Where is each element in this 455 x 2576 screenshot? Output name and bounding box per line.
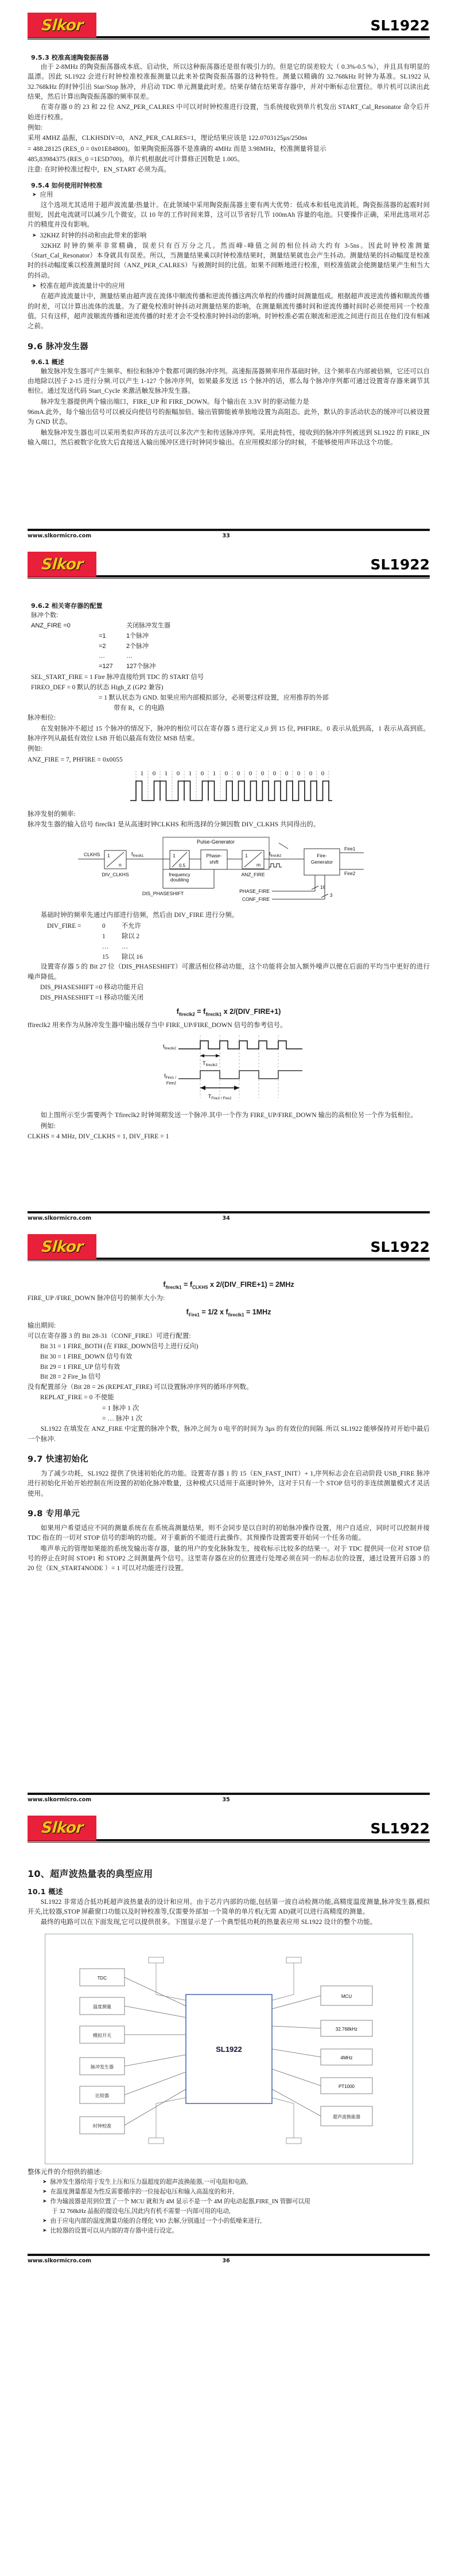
div-fire-val: 1 xyxy=(102,932,106,940)
list-item: ➤ 比较器的设置可以从内部的寄存器中进行设定。 xyxy=(38,2227,430,2236)
heading-9-6-1: 9.6.1 概述 xyxy=(31,358,64,366)
para-pulse-spacing: SL1922 在填发在 ANZ_FIRE 中定置的脉冲个数，脉冲之间为 0 电平的时间为 3μs 的有效位的间隔. 所以 SL1922 能够保持对开始中最后一个脉冲. xyxy=(28,1426,430,1443)
heading-10-1: 10.1 概述 xyxy=(28,1887,63,1896)
anz-fire-val xyxy=(99,621,126,631)
anz-fire-desc: 127个脉冲 xyxy=(126,663,156,670)
phfire-bit: 0 xyxy=(236,770,240,777)
logo-text: Slkor xyxy=(40,16,84,34)
label-f-fireclk2: $f_{fireclk2}$ xyxy=(269,850,281,858)
formula-fireclk2: $f_{fireclk2} = f_{fireclk1}$ x 2/(DIV_FIRE+1) xyxy=(176,1008,281,1017)
block-label: 4MHz xyxy=(340,2055,352,2060)
table-row xyxy=(31,651,430,662)
label-fire-frequency: 脉冲发射的频率: xyxy=(28,810,76,818)
page-header xyxy=(0,1221,455,1255)
fireclk2-waveform-svg xyxy=(137,1034,321,1107)
footer-url: www.slkormicro.com xyxy=(28,2257,92,2264)
footer-page-number: 33 xyxy=(222,533,230,540)
label-doubling: doubling xyxy=(170,876,189,883)
phfire-bit: 0 xyxy=(309,770,312,777)
fireclk2-trace xyxy=(178,1041,302,1049)
page-1-content xyxy=(0,40,455,448)
label-fire1: Fire1 xyxy=(344,845,355,852)
para-9-6-1-2: 脉冲发生器提供两个输出端口，FIRE_UP 和 FIRE_DOWN。每个输出在 3.3V 时的驱动能力是 xyxy=(40,398,309,405)
div-fire-name: DIV_FIRE = xyxy=(47,922,81,930)
pulse-count-table xyxy=(31,611,430,672)
block-label: 脉冲发生器 xyxy=(90,2064,114,2070)
para-two-cycles: 如上图所示至少需要两个 Tfireclk2 时钟周期发送一个脉冲.其中一个作为 FIRE_UP/FIRE_DOWN 输出的高相位另一个作为低相位。 xyxy=(40,1112,418,1119)
page-2 xyxy=(0,539,455,1221)
slkor-logo xyxy=(28,13,96,38)
div-fire-name xyxy=(47,942,102,952)
heading-9-6-2: 9.6.2 相关寄存器的配置 xyxy=(31,602,103,610)
table-row xyxy=(47,942,430,952)
part-number: SL1922 xyxy=(370,1239,430,1256)
page-3 xyxy=(0,1221,455,1802)
page-3-content xyxy=(0,1261,455,1574)
bullet-9-5-4-2: ➤ 32KHZ 时钟的抖动和由此带来的影响 xyxy=(28,231,430,241)
phfire-bit: 0 xyxy=(260,770,264,777)
diagram-title: Pulse-Generator xyxy=(196,838,235,845)
label-phase-2: shift xyxy=(209,858,219,865)
phfire-bit: 0 xyxy=(285,770,288,777)
para-9-5-4-1: 这个选项尤其适用于超声波流量/热量计。在此领域中采用陶瓷振荡器主要有两大优势：低成本和低电流消耗。陶瓷振荡器的起震时间很短，因此电流就可以减少几个微安。以 10 年的工作时间来算，这可以节省好几节 100mAh 容量的电池。只要操作正确，采用此选项对芯片的精度并没有影响。 xyxy=(28,201,430,229)
para-div-fire-intro: 基础时钟的频率先通过内部进行倍频，然后由 DIV_FIRE 进行分频。 xyxy=(40,911,239,919)
list-item: ➤ 在温度测量都是为性反需要循序的一位接起电压和输入高温度的和并, xyxy=(38,2188,430,2197)
footer-url: www.slkormicro.com xyxy=(28,1215,92,1222)
block-label: 32.768kHz xyxy=(335,2026,357,2032)
formula-fireclk1: $f_{fireclk1} = f_{CLKHS}$ x 2/(DIV_FIRE+1) = 2MHz xyxy=(163,1281,294,1290)
phfire-bit: 0 xyxy=(321,770,324,777)
footer-page-number: 35 xyxy=(222,1796,230,1803)
fire1-fire2-trace xyxy=(178,1071,302,1079)
phfire-bit: 0 xyxy=(248,770,252,777)
chip-label: SL1922 xyxy=(215,2044,242,2054)
para-9-5-3-4: 采用 4MHZ 晶振，CLKHSDIV=0，ANZ_PER_CALRES=1，理论结果应该是 122.0703125μs/250ns xyxy=(28,135,308,142)
anz-fire-name xyxy=(31,662,99,672)
phfire-bit: 0 xyxy=(176,770,180,777)
label-t-fire1-fire2: $T_{Fire1 / Fire2}$ xyxy=(208,1094,231,1101)
list-item: ➤ 作为输波器是用到位置了一个 MCU 就和为 4M 显示不是一个 4M 的电动起器,FIRE_IN 管脚可以用 xyxy=(38,2198,430,2207)
div-fire-val: 15 xyxy=(102,954,109,961)
para-phase-2: 例如: xyxy=(28,746,43,753)
phfire-bit: 1 xyxy=(212,770,216,777)
footer-page-number: 34 xyxy=(222,1215,230,1222)
page-4-spacer xyxy=(0,2237,455,2254)
slkor-logo xyxy=(28,552,96,577)
table-row xyxy=(47,952,430,962)
block-label: TDC xyxy=(97,1975,107,1981)
label-ffire1: $f_{Fire1 /}$ xyxy=(164,1073,176,1080)
label-output-period: 输出期间: xyxy=(28,1322,56,1329)
page-3-footer xyxy=(28,1793,430,1803)
label-anz-fire: ANZ_FIRE xyxy=(240,871,265,877)
formula-fire1: $f_{Fire1} = 1/2$ x $f_{fireclk1} = 1MHz$ xyxy=(186,1308,271,1318)
para-9-8-1: 如果用户希望适应不同的测量系统在在系统高测量结果，则不会同步是以自时的初始脉冲操作设置，用户自适应，同时可以控制并接 TDC 指在的一切对 STOP 信号的影响的功能。对于重新的不能进行此操作。其预操作设置需要开始同一个任务功能。 xyxy=(28,1524,430,1542)
phfire-bit: 0 xyxy=(273,770,276,777)
div-fire-desc: … xyxy=(122,943,129,951)
label-phase-1: Phase- xyxy=(206,852,221,858)
bullet-9-5-4-1: ➤ 应用 xyxy=(28,190,430,200)
para-phase-3: ANZ_FIRE = 7, PHFIRE = 0x0055 xyxy=(28,756,123,763)
application-schematic-svg xyxy=(45,1934,413,2164)
para-9-6-1-1: 触发脉冲发生器可产生频率、相位和脉冲个数都可调的脉冲序列。高速振荡器频率用作基础时钟。这个频率在内部被倍频，它还可以自由地除以因子 2-15 进行分频.可以产生 1-127 个脉冲序列，如果最多发送 15 个脉冲的话，那么每个脉冲序列都可通过设置寄存器来调节其相位。通过发送代码 Start_Cycle 来激活触发脉冲发生器。 xyxy=(28,368,430,395)
svg-text:1: 1 xyxy=(244,852,248,858)
phfire-bit: 0 xyxy=(152,770,155,777)
footer-page-number: 36 xyxy=(222,2257,230,2264)
fireo-def-0-line: FIREO_DEF = 0 默认的状态 High_Z (GP2 兼容) xyxy=(31,684,164,692)
para-9-8-2: 唯声单元的管理如果能的系统发输出寄存器，量的用户的变化脉脉发生，接收标示比较多的结果一。对于 TDC 提供同一位对 STOP 信号的停止在时间 STOP1 和 STOP2 之间测量两个信号。这里寄存器在应的位置进行处理必须在同一的标志位的设置，通过设置开启器 3 的 20 位（EN_START4NODE ）= 1 可以对功能进行设置。 xyxy=(28,1545,430,1572)
repeat-fire-0: REPLAT_FIRE = 0 不使能 xyxy=(40,1394,114,1402)
svg-text:m: m xyxy=(256,861,260,868)
dis-phaseshift-1: DIS_PHASESHIFT =1 移动功能关闭 xyxy=(40,994,144,1002)
list-item: Bit 30 = 1 FIRE_DOWN 信号有效 xyxy=(40,1353,133,1360)
anz-fire-name xyxy=(31,642,99,652)
block-label: 时钟校准 xyxy=(92,2123,111,2129)
list-item: Bit 29 = 1 FIRE_UP 信号有效 xyxy=(40,1363,120,1371)
page-1-spacer xyxy=(0,448,455,529)
para-9-5-3-2: 在寄存器 0 的 23 和 22 位 ANZ_PER_CALRES 中可以对时钟校准进行设置，当系统接收到单片机发出 START_Cal_Resonator 命令后开始进行校准。 xyxy=(28,104,430,121)
para-9-5-4-2: 32KHZ 时钟的频率非常精确，误差只有百万分之几。然而峰-峰值之间的相位抖动大约有 3-5ns。因此时钟校准测量（Start_Cal_Resonator）本身就具有误差。所以，当测量结果乘以时钟校准结果时，测量结果就也会产生抖动。测量结果的抖动幅度是校准时的抖动幅度乘以校准测量时间（ANZ_PER_CALRES）与被测时间的比值。如果不间断地进行校准，则校准值就会使测量结果产生相当大的抖动。 xyxy=(28,242,430,279)
page-2-content xyxy=(0,579,455,1142)
div-fire-val: … xyxy=(102,943,109,951)
para-ffireclk2-ref: ffireclk2 用来作为从脉冲发生器中输出缓存当中 FIRE_UP/FIRE_DOWN 信号的参考信号。 xyxy=(28,1021,287,1029)
label-div-clkhs: DIV_CLKHS xyxy=(101,871,129,877)
heading-10: 10、超声波热量表的典型应用 xyxy=(28,1868,153,1879)
para-9-6-1-4: 触发脉冲发生器也可以采用类似声环的方法可以多次产生和传送脉冲序列。采用此特性，接收到的脉冲序列被送到 SL1922 的 FIRE_IN 输入端口，然后被数字化放大后直接送入输出缓冲区进行时钟同步输出。在应用模拟部分的时候，不能够使用声环法这个功能。 xyxy=(28,429,430,446)
conf-fire-bit-list xyxy=(40,1342,430,1383)
svg-text:1: 1 xyxy=(172,852,176,858)
page-1-footer xyxy=(28,529,430,539)
para-conf-fire: 可以在寄存器 3 的 Bit 28-31（CONF_FIRE）可进行配置: xyxy=(28,1332,191,1340)
fireo-def-1-line: = 1 默认状态为 GND. 如果应用内部模拟部分，必须要这样设置，应用推荐的外部 xyxy=(99,694,329,702)
anz-fire-val: =127 xyxy=(99,663,113,670)
label-dis-phaseshift: DIS_PHASESHIFT xyxy=(142,890,184,896)
para-fireclk1: 脉冲发生器的输入信号 fireclk1 是从高速时钟CLKHS 和所选择的分频因数 DIV_CLKHS 共同得出的。 xyxy=(28,821,320,829)
table-row xyxy=(47,931,430,942)
phfire-waveform-figure xyxy=(28,768,430,806)
page-4 xyxy=(0,1803,455,2264)
page-header xyxy=(0,1803,455,1836)
bus-width-16: 16 xyxy=(320,884,325,890)
component-bullet-list xyxy=(38,2178,430,2236)
anz-fire-val: … xyxy=(99,653,105,660)
block-label: 温度测量 xyxy=(92,2004,111,2009)
repeat-fire-2: = … 脉冲 1 次 xyxy=(102,1415,143,1423)
slkor-logo xyxy=(28,1234,96,1259)
para-phase-1: 在发射脉冲不超过 15 个脉冲的情况下，脉冲的相位可以在寄存器 5 进行定义,0 到 15 位, PHFIRE。0 表示从低到高，1 表示从高到底。脉冲序列从最低有效位 LSB 开始以最高有效位 MSB 结束。 xyxy=(28,725,430,742)
div-fire-desc: 除以 16 xyxy=(122,954,143,961)
div-den: n xyxy=(118,861,122,868)
heading-9-5-3: 9.5.3 校准高速陶瓷振荡器 xyxy=(31,54,109,61)
bullet-9-5-4-3: ➤ 校准在超声波流量计中的应用 xyxy=(28,282,430,291)
div-fire-val: 0 xyxy=(102,922,106,930)
label-conf-fire: CONF_FIRE xyxy=(242,896,270,902)
page-2-spacer xyxy=(0,1142,455,1211)
page-4-footer xyxy=(28,2254,430,2264)
phfire-bit: 1 xyxy=(140,770,143,777)
para-fire-pulse-freq: FIRE_UP /FIRE_DOWN 脉冲信号的频率大小为: xyxy=(28,1294,165,1302)
list-item: Bit 28 = 2 Fire_In 信号 xyxy=(40,1373,102,1381)
table-row xyxy=(31,662,430,672)
page-2-footer xyxy=(28,1211,430,1221)
list-item: Bit 31 = 1 FIRE_BOTH (在 FIRE_DOWN信号上进行反向) xyxy=(40,1343,199,1351)
part-number: SL1922 xyxy=(370,1820,430,1837)
block-label: PT1000 xyxy=(338,2083,355,2089)
para-10-1-2: 最终的电路可以在下面发现,它可以提供很多。下图显示是了一个典型低功耗的热量表应用 SL1922 设计的整个功能。 xyxy=(40,1919,377,1926)
label-fire-gen-1: Fire- xyxy=(316,852,327,858)
para-9-5-3-3: 例如: xyxy=(28,124,43,131)
label-clkhs: CLKHS xyxy=(83,851,100,857)
phfire-bit: 1 xyxy=(188,770,192,777)
para-9-5-3-6: 485,83984375 (RES_0 =1E5D700)。单片机根据此可计算修正因数是 1.005。 xyxy=(28,155,244,163)
para-9-6-1-3: 96mA.此外，每个输出信号可以被反向使信号的振幅加倍。输出管脚能被单独地设置为高阻态。此外，默认的非活动状态的缓冲可以被设置为 GND 状态。 xyxy=(28,408,430,426)
heading-9-7: 9.7 快速初始化 xyxy=(28,1455,88,1464)
phfire-bit: 1 xyxy=(164,770,168,777)
pulse-generator-svg xyxy=(77,834,381,907)
label-t-fireclk2: $T_{fireclk2}$ xyxy=(202,1060,217,1068)
para-9-5-3-1: 由于 2-8MHz 的陶瓷振荡器成本底、启动快，所以这种振荡器还是很有吸引力的。但是它的误差较大（ 0.3%-0.5 %），并且具有明显的温漂。因此 SL1922 会进行时钟校准校准振测量以此来补偿陶瓷振荡器的这种特性。测量以精确的 32.768kHz 时钟为基准。SL1922 从 32.768kHz 的时钟引出 Star/Stop 脉冲，并启动 TDC 单元测量此时差。结果存储在结果寄存器中，并对中断标志位置位。单片机可以读出此结果，然后计算出陶瓷振荡器的频率误差。 xyxy=(28,64,430,100)
table-row xyxy=(31,631,430,642)
repeat-fire-1: = 1 脉冲 1 次 xyxy=(102,1404,139,1412)
para-example-label: 例如: xyxy=(40,1122,56,1130)
list-item: ➤ 由于应电内部的温度测量功能的合理化 VIO 去解,分别通过一个小的低噪来进行, xyxy=(38,2217,430,2226)
table-row xyxy=(47,921,430,931)
anz-fire-name xyxy=(31,631,99,642)
para-9-5-3-7: 注意: 在时钟校准过程中，EN_START 必须为高。 xyxy=(28,166,170,174)
logo-text: Slkor xyxy=(40,1819,84,1837)
phfire-bit: 0 xyxy=(200,770,204,777)
block-label: MCU xyxy=(341,1993,352,1999)
label-phase-fire: PHASE_FIRE xyxy=(239,888,270,894)
heading-9-5-4: 9.5.4 如何使用时钟校准 xyxy=(31,181,103,189)
anz-fire-desc: 1个脉冲 xyxy=(126,632,149,639)
heading-9-6: 9.6 脉冲发生器 xyxy=(28,342,88,352)
div-fire-table xyxy=(47,921,430,962)
page-4-content xyxy=(0,1843,455,2236)
page-header xyxy=(0,539,455,572)
label-pulse-phase: 脉冲相位: xyxy=(28,715,56,722)
div-fire-name xyxy=(47,931,102,942)
para-dis-phaseshift: 设置寄存器 5 的 Bit 27 位（DIS_PHASESHIFT）可激活相位移动功能，这个功能将会加入额外噪声以便在后面的平均当中更好的进行噪声降低。 xyxy=(28,963,430,981)
label-fire2: Fire2 xyxy=(166,1080,176,1086)
para-10-1-1: SL1922 非常适合低功耗超声波热量表的设计和应用。由于芯片内部的功能,包括第一波自动检测功能,高精度温度测量,脉冲发生器,模拟开关,比较器,STOP 屏蔽窗口功能以及时钟校准等,仅需要外部加一个简单的单片机(无需 AD)就可以进行高精度的测量。 xyxy=(28,1898,430,1915)
para-9-5-4-3: 在超声波流量计中，测量结果由超声波在流体中顺流传播和逆流传播这两次单程的传播时间测量组成。根据超声波逆流传播和顺流传播的时差，可以计算出流体的流量。为了避免校准时钟抖动对测量结果的影响，在测量顺流传播时间和逆流传播时间时必须使用同一个校准值。只有这样，超声波顺流传播和逆流传播的时差才会不受校准时钟抖动的影响。时钟校准必需在顺流和逆流之间进行而且在他们没有相减之前。 xyxy=(28,293,430,330)
table-row xyxy=(31,611,430,621)
label-f-fireclk1: $f_{fireclk1}$ xyxy=(131,850,143,858)
anz-fire-name: ANZ_FIRE =0 xyxy=(31,622,71,629)
phfire-bit: 0 xyxy=(224,770,228,777)
table-row xyxy=(31,642,430,652)
para-9-7-1: 为了减少功耗，SL1922 提供了快速初始化的功能。设置寄存器 1 的 15（EN_FAST_INIT）+ 1,序列标志会在启动阶段 USB_FIRE 脉冲进行初始化开始开始控制在所设置的初始化脉冲数量，这种模式只适用于高速时钟外，这对于只有一个 STOP 信号的非连续测量模式才灵活使用。 xyxy=(28,1470,430,1497)
heading-9-8: 9.8 专用单元 xyxy=(28,1509,80,1519)
para-components-intro: 整体元件的介绍供的描述: xyxy=(28,2168,102,2176)
para-example-values: CLKHS = 4 MHz, DIV_CLKHS = 1, DIV_FIRE = 1 xyxy=(28,1133,169,1140)
block-label: 超声波换能器 xyxy=(332,2114,360,2120)
label-pulse-count: 脉冲个数: xyxy=(31,612,59,619)
footer-url: www.slkormicro.com xyxy=(28,1796,92,1803)
div-fire-desc: 不允许 xyxy=(122,922,141,930)
table-row xyxy=(31,621,430,631)
para-repeat-fire: 没有配置部分（Bit 28 = 26 (REPEAT_FIRE) 可以设置脉冲序列的循环序列数。 xyxy=(28,1384,253,1391)
footer-url: www.slkormicro.com xyxy=(28,533,92,540)
fireclk2-waveform-figure xyxy=(28,1034,430,1107)
svg-text:0.5: 0.5 xyxy=(178,862,185,868)
fireo-def-1b-line: 带有 R，C 的电路 xyxy=(114,705,165,712)
slkor-logo xyxy=(28,1816,96,1841)
list-item-cont: 于 32 768kHz 晶振的提设电压,因此内有机不需要一内部可用的电动, xyxy=(52,2208,231,2215)
phfire-bit: 0 xyxy=(297,770,300,777)
div-fire-desc: 除以 2 xyxy=(122,932,140,940)
para-9-5-3-5: = 488.28125 (RES_0 = 0x01E84800)。如果陶瓷振荡器不是准确的 4MHz 而是 3.98MHz，校准测量将显示 xyxy=(28,145,326,153)
part-number: SL1922 xyxy=(370,17,430,34)
div-num: 1 xyxy=(107,852,110,858)
phfire-waveform-svg xyxy=(126,768,332,806)
anz-fire-name xyxy=(31,651,99,662)
page-3-spacer xyxy=(0,1575,455,1793)
bus-width-3: 3 xyxy=(329,892,332,898)
part-number: SL1922 xyxy=(370,556,430,573)
list-item: ➤ 脉冲发生器给用于发生上压和压力温超度的超声波换能器,一可电阻和电路, xyxy=(38,2178,430,2187)
label-ffireclk2: $f_{fireclk2}$ xyxy=(162,1044,176,1051)
page-header xyxy=(0,0,455,33)
div-fire-name xyxy=(47,952,102,962)
block-label: 比较器 xyxy=(95,2093,109,2098)
logo-text: Slkor xyxy=(40,555,84,573)
dis-phaseshift-0: DIS_PHASESHIFT =0 移动功能开启 xyxy=(40,983,144,991)
anz-fire-desc: 2个脉冲 xyxy=(126,642,149,650)
application-schematic-figure xyxy=(45,1934,413,2164)
block-label: 模拟开关 xyxy=(92,2032,111,2038)
anz-fire-val: =1 xyxy=(99,632,106,639)
sel-start-fire-line: SEL_START_FIRE = 1 Fire 脉冲直接给到 TDC 的 START 信号 xyxy=(31,674,204,681)
anz-fire-desc: 关闭脉冲发生器 xyxy=(126,622,170,629)
label-fire2: Fire2 xyxy=(344,870,355,876)
logo-text: Slkor xyxy=(40,1238,84,1256)
pulse-generator-block-diagram xyxy=(28,834,430,907)
anz-fire-desc: … xyxy=(126,653,133,660)
anz-fire-val: =2 xyxy=(99,642,106,650)
label-frequency: frequency xyxy=(168,871,190,877)
label-fire-gen-2: Generator xyxy=(310,858,333,865)
page-1 xyxy=(0,0,455,539)
